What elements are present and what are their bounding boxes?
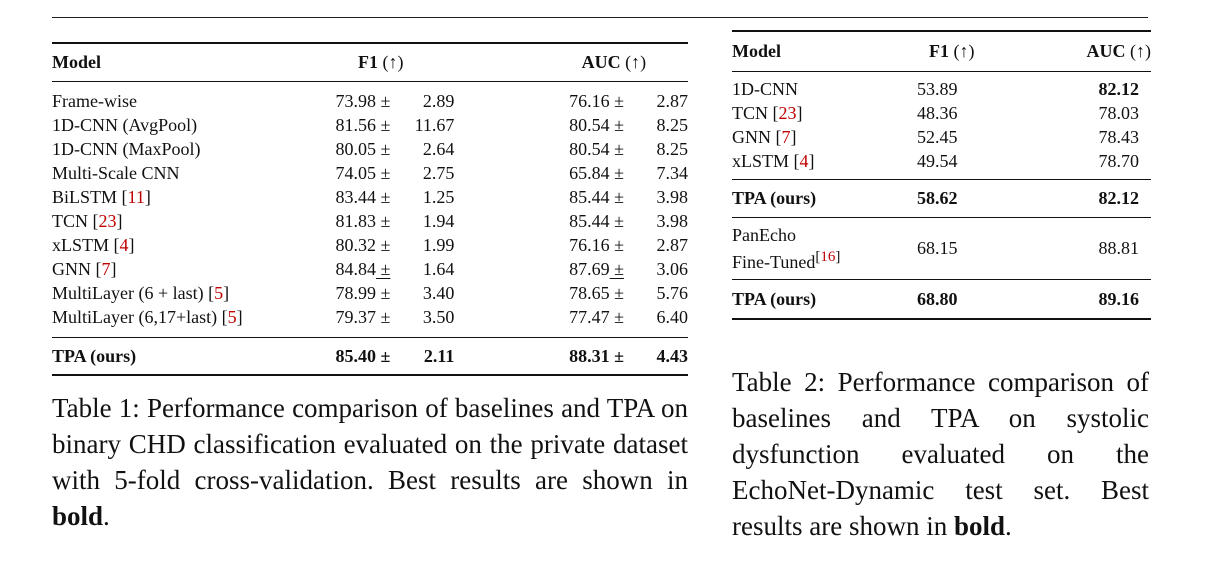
f1-value: 85.40 ± 2.11 [335, 345, 455, 366]
header-model: Model [52, 52, 101, 73]
up-arrow-icon: (↑) [1130, 41, 1151, 62]
table-row [732, 149, 1151, 173]
model-name: 1D-CNN (AvgPool) [52, 115, 198, 135]
f1-value: 80.32 ± 1.99 [335, 235, 455, 255]
header-f1: F1 (↑) [358, 52, 404, 73]
top-rule [52, 17, 1148, 18]
f1-value: 79.37 ± 3.50 [335, 307, 455, 327]
up-arrow-icon: (↑) [625, 52, 647, 73]
model-name: TPA (ours) [732, 188, 817, 208]
f1-value: 68.80 [917, 288, 958, 309]
f1-value: 78.99 ± 3.40 [335, 283, 455, 303]
citation-link[interactable]: 4 [799, 151, 809, 171]
f1-value: 68.15 [917, 238, 958, 258]
auc-value: 82.12 [1098, 79, 1139, 99]
table-row [732, 101, 1151, 125]
table-row [52, 233, 688, 257]
model-name: TPA (ours) [52, 345, 137, 366]
f1-value: 84.84 ± 1.64 [335, 259, 455, 279]
auc-value: 89.16 [1098, 288, 1139, 309]
f1-value: 49.54 [917, 151, 958, 171]
auc-value: 77.47 ± 6.40 [569, 307, 688, 327]
table-1-body [52, 81, 688, 329]
table-row-panecho [732, 217, 1151, 279]
auc-value: 78.70 [1098, 151, 1139, 171]
auc-value: 82.12 [1098, 188, 1139, 208]
auc-value: 85.44 ± 3.98 [569, 187, 688, 207]
f1-value: 73.98 ± 2.89 [335, 91, 455, 111]
header-auc: AUC (↑) [1086, 41, 1151, 62]
auc-value: 65.84 ± 7.34 [569, 163, 688, 183]
table-1 [52, 42, 688, 376]
model-name: PanEcho Fine-Tuned[16] [732, 224, 841, 272]
model-name: BiLSTM [11] [52, 187, 151, 207]
table-row [52, 89, 688, 113]
model-name: GNN [7] [52, 259, 117, 279]
model-name: TCN [23] [732, 103, 803, 123]
model-name: MultiLayer (6 + last) [5] [52, 283, 230, 303]
model-name: Frame-wise [52, 91, 137, 111]
table-row [732, 77, 1151, 101]
f1-value: 58.62 [917, 188, 958, 208]
auc-value: 80.54 ± 8.25 [569, 139, 688, 159]
model-name: GNN [7] [732, 127, 797, 147]
model-name: Multi-Scale CNN [52, 163, 180, 183]
table-row [52, 257, 688, 281]
auc-value: 78.65 ± 5.76 [569, 283, 688, 303]
citation-link[interactable]: 23 [98, 211, 117, 231]
header-f1: F1 (↑) [929, 41, 975, 62]
table-2-caption: Table 2: Performance comparison of baselines and TPA on systolic dysfunction evaluated on the EchoNet-Dynamic test set. Best results are shown in bold. [732, 367, 1149, 541]
table-row [52, 305, 688, 329]
citation-link[interactable]: 7 [781, 127, 791, 147]
auc-value: 78.43 [1098, 127, 1139, 147]
table-row [732, 125, 1151, 149]
f1-value: 83.44 ± 1.25 [335, 187, 455, 207]
table-row [52, 161, 688, 185]
auc-value: 88.81 [1098, 238, 1139, 258]
model-name: TCN [23] [52, 211, 123, 231]
table-row-ours [732, 179, 1151, 217]
auc-value: 78.03 [1098, 103, 1139, 123]
f1-value: 48.36 [917, 103, 958, 123]
citation-link[interactable]: 11 [127, 187, 145, 207]
citation-link[interactable]: 5 [227, 307, 237, 327]
citation-link[interactable]: 7 [101, 259, 111, 279]
f1-value: 80.05 ± 2.64 [335, 139, 455, 159]
auc-value: 76.16 ± 2.87 [569, 91, 688, 111]
f1-value: 81.83 ± 1.94 [335, 211, 455, 231]
auc-value: 85.44 ± 3.98 [569, 211, 688, 231]
model-name: 1D-CNN (MaxPool) [52, 139, 201, 159]
f1-value: 81.56 ± 11.67 [335, 115, 455, 135]
header-auc: AUC (↑) [581, 52, 647, 73]
model-name: xLSTM [4] [732, 151, 815, 171]
table-row [52, 137, 688, 161]
table-row [52, 113, 688, 137]
table-row [52, 281, 688, 305]
citation-link[interactable]: 4 [119, 235, 129, 255]
header-model: Model [732, 41, 781, 62]
table-row [52, 185, 688, 209]
table-row [52, 209, 688, 233]
citation-link[interactable]: 16 [820, 248, 836, 265]
table-row-ours [52, 337, 688, 375]
table-2-body [732, 71, 1151, 173]
f1-value: 53.89 [917, 79, 958, 99]
model-name: MultiLayer (6,17+last) [5] [52, 307, 243, 327]
up-arrow-icon: (↑) [382, 52, 404, 73]
citation-link[interactable]: 23 [778, 103, 797, 123]
table-2 [732, 30, 1151, 320]
table-1-caption: Table 1: Performance comparison of baselines and TPA on binary CHD classification evaluated on the private dataset with 5-fold cross-validation. Best results are shown in bold. [52, 393, 688, 531]
f1-value: 52.45 [917, 127, 958, 147]
model-name: xLSTM [4] [52, 235, 135, 255]
up-arrow-icon: (↑) [953, 41, 975, 62]
auc-value: 88.31 ± 4.43 [569, 345, 688, 366]
model-name: 1D-CNN [732, 79, 798, 99]
auc-value: 80.54 ± 8.25 [569, 115, 688, 135]
table-row-ours [732, 279, 1151, 319]
model-name: TPA (ours) [732, 288, 817, 309]
auc-value: 87.69 ± 3.06 [569, 259, 688, 279]
auc-value: 76.16 ± 2.87 [569, 235, 688, 255]
f1-value: 74.05 ± 2.75 [335, 163, 455, 183]
citation-link[interactable]: 5 [214, 283, 224, 303]
